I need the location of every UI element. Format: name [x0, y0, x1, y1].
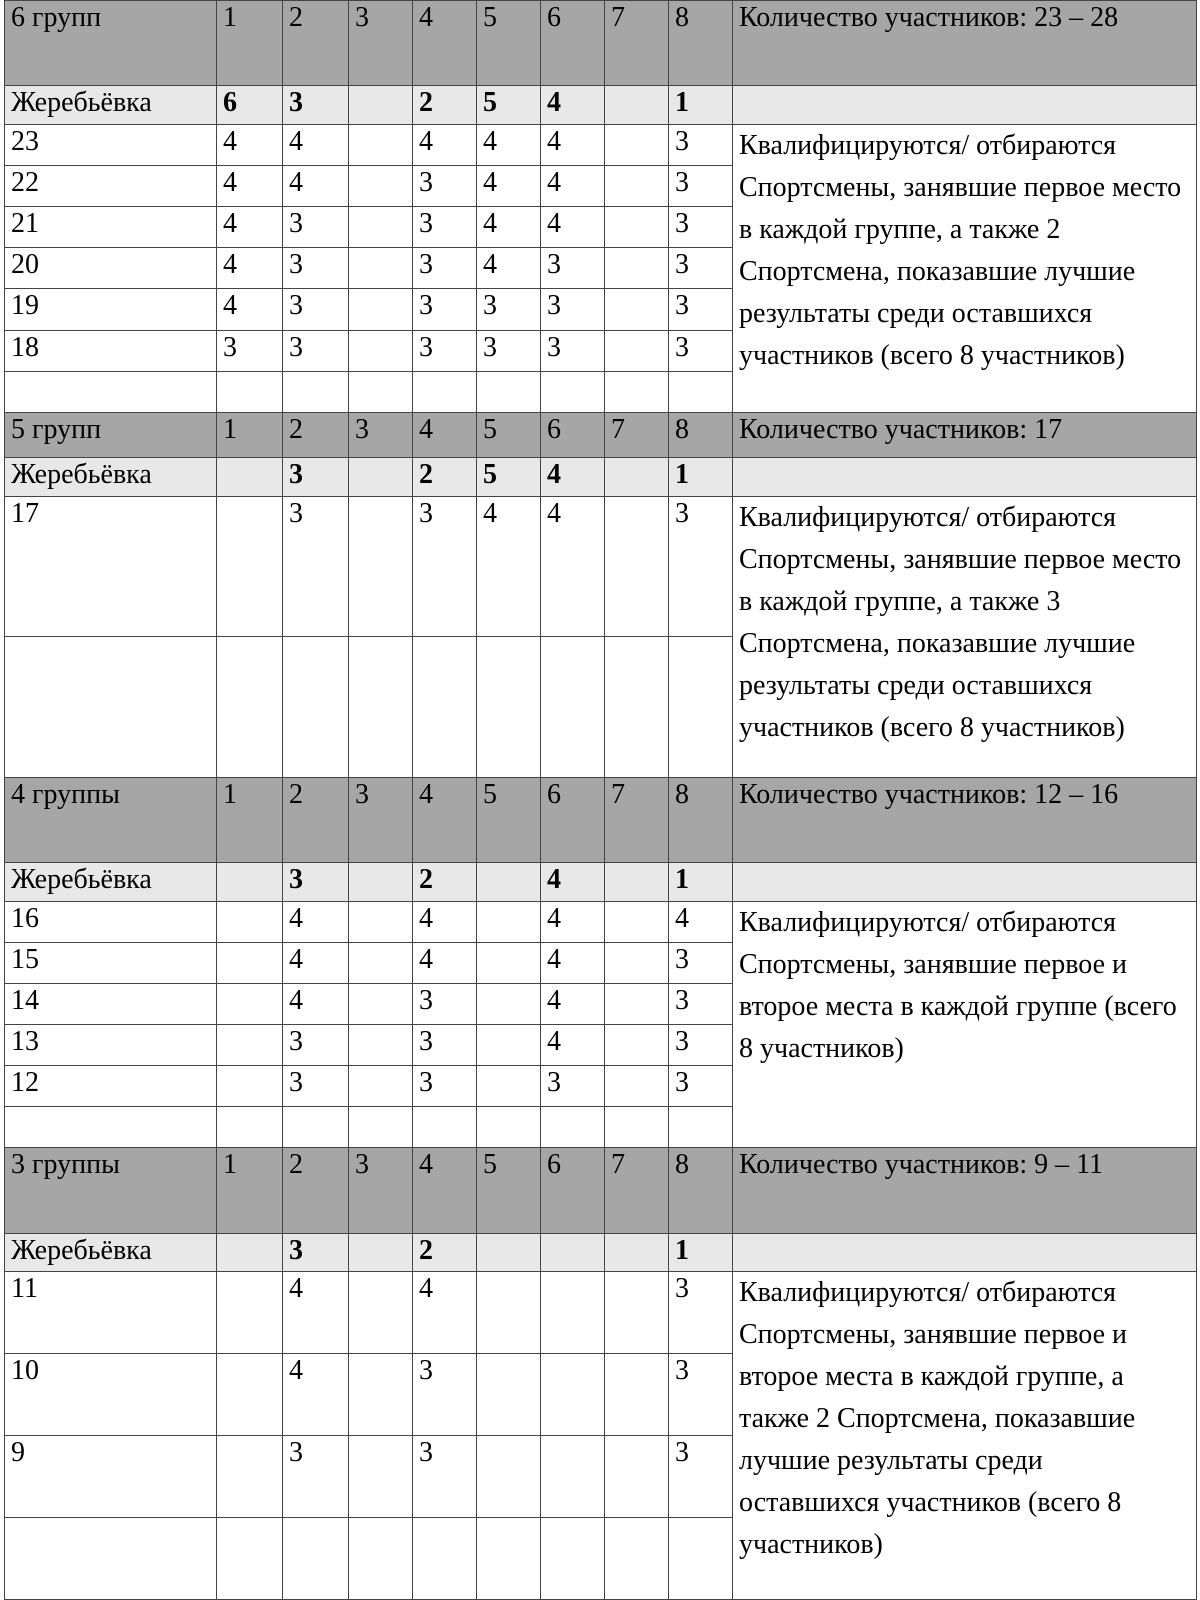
- participant-count: Количество участников: 9 – 11: [733, 1148, 1197, 1233]
- column-number: 4: [413, 1148, 477, 1233]
- draw-label: Жеребьёвка: [5, 458, 217, 497]
- group-size-cell: 3: [669, 248, 733, 289]
- participant-number: 12: [5, 1066, 217, 1107]
- group-size-cell: 4: [541, 166, 605, 207]
- group-size-cell: [217, 1066, 283, 1107]
- draw-row: [5, 863, 1197, 902]
- group-size-cell: [605, 983, 669, 1024]
- filler-cell: [217, 1517, 283, 1599]
- group-size-cell: [349, 942, 413, 983]
- group-size-cell: 3: [283, 248, 349, 289]
- column-number: 5: [477, 412, 541, 457]
- participant-number: 17: [5, 496, 217, 636]
- draw-cell: 2: [413, 458, 477, 497]
- draw-label: Жеребьёвка: [5, 1233, 217, 1272]
- group-size-cell: 4: [541, 207, 605, 248]
- group-size-cell: [605, 1354, 669, 1436]
- participant-number: 15: [5, 942, 217, 983]
- column-number: 1: [217, 777, 283, 862]
- group-size-cell: 4: [217, 166, 283, 207]
- draw-cell: [477, 863, 541, 902]
- group-size-cell: 3: [413, 289, 477, 330]
- group-size-cell: [541, 1354, 605, 1436]
- filler-cell: [349, 371, 413, 412]
- filler-cell: [283, 1517, 349, 1599]
- filler-cell: [541, 1517, 605, 1599]
- group-size-cell: 4: [541, 942, 605, 983]
- group-size-cell: [605, 901, 669, 942]
- participant-number: 20: [5, 248, 217, 289]
- group-size-cell: 3: [283, 496, 349, 636]
- table-row: [5, 1272, 1197, 1354]
- column-number: 7: [605, 777, 669, 862]
- filler-cell: [477, 637, 541, 777]
- column-number: 6: [541, 777, 605, 862]
- group-size-cell: [217, 983, 283, 1024]
- column-number: 1: [217, 1148, 283, 1233]
- group-size-cell: [605, 125, 669, 166]
- participant-count: Количество участников: 12 – 16: [733, 777, 1197, 862]
- draw-cell: 4: [541, 458, 605, 497]
- group-size-cell: [349, 1066, 413, 1107]
- group-size-cell: [605, 942, 669, 983]
- group-size-cell: [349, 289, 413, 330]
- group-size-cell: [349, 983, 413, 1024]
- filler-cell: [5, 1517, 217, 1599]
- group-size-cell: 3: [477, 330, 541, 371]
- column-number: 8: [669, 412, 733, 457]
- group-size-cell: 3: [413, 1436, 477, 1518]
- column-number: 4: [413, 777, 477, 862]
- group-size-cell: 3: [669, 289, 733, 330]
- group-size-cell: [217, 1025, 283, 1066]
- group-size-cell: 3: [541, 330, 605, 371]
- group-size-cell: 3: [669, 1066, 733, 1107]
- group-size-cell: 3: [283, 289, 349, 330]
- group-size-cell: [349, 1354, 413, 1436]
- group-size-cell: [605, 248, 669, 289]
- filler-cell: [413, 1517, 477, 1599]
- qualification-table: [4, 0, 1197, 1600]
- column-number: 5: [477, 1, 541, 86]
- draw-cell: 2: [413, 1233, 477, 1272]
- group-size-cell: [477, 983, 541, 1024]
- group-size-cell: [605, 496, 669, 636]
- group-size-cell: 3: [541, 289, 605, 330]
- draw-cell: [217, 863, 283, 902]
- draw-row: [5, 458, 1197, 497]
- group-size-cell: [605, 1066, 669, 1107]
- filler-cell: [477, 371, 541, 412]
- draw-cell: 5: [477, 458, 541, 497]
- draw-row: [5, 1233, 1197, 1272]
- group-size-cell: 3: [669, 496, 733, 636]
- group-size-cell: 3: [413, 1025, 477, 1066]
- group-size-cell: 4: [217, 248, 283, 289]
- column-number: 5: [477, 777, 541, 862]
- draw-cell: [349, 86, 413, 125]
- group-size-cell: [217, 901, 283, 942]
- draw-cell: [349, 863, 413, 902]
- group-size-cell: 4: [413, 942, 477, 983]
- draw-cell: [349, 1233, 413, 1272]
- group-size-cell: 3: [669, 942, 733, 983]
- participant-number: 18: [5, 330, 217, 371]
- draw-cell: [349, 458, 413, 497]
- group-size-cell: [605, 330, 669, 371]
- draw-cell: [541, 1233, 605, 1272]
- participant-number: 13: [5, 1025, 217, 1066]
- group-size-cell: 3: [669, 207, 733, 248]
- column-number: 3: [349, 1, 413, 86]
- group-size-cell: 3: [413, 983, 477, 1024]
- group-size-cell: 3: [413, 496, 477, 636]
- filler-cell: [217, 1107, 283, 1148]
- group-size-cell: [605, 1025, 669, 1066]
- group-size-cell: 4: [541, 901, 605, 942]
- filler-cell: [669, 371, 733, 412]
- draw-cell: 1: [669, 86, 733, 125]
- section-header-row: [5, 412, 1197, 457]
- draw-cell: 2: [413, 86, 477, 125]
- group-size-cell: 4: [413, 1272, 477, 1354]
- column-number: 7: [605, 412, 669, 457]
- qualification-note: Квалифицируются/ отбираются Спортсмены, занявшие первое место в каждой группе, а также 2 Спортсмена, показавшие лучшие результаты среди оставшихся участников (всего 8 участников): [733, 125, 1197, 412]
- group-size-cell: 3: [413, 1354, 477, 1436]
- group-size-cell: [541, 1436, 605, 1518]
- draw-empty-cell: [733, 458, 1197, 497]
- group-size-cell: 4: [413, 901, 477, 942]
- group-size-cell: 3: [283, 207, 349, 248]
- participant-count: Количество участников: 17: [733, 412, 1197, 457]
- participant-number: 21: [5, 207, 217, 248]
- group-size-cell: [477, 1025, 541, 1066]
- group-count-label: 5 групп: [5, 412, 217, 457]
- group-size-cell: 3: [283, 330, 349, 371]
- group-size-cell: 4: [283, 166, 349, 207]
- group-size-cell: 3: [669, 1025, 733, 1066]
- group-size-cell: [217, 1354, 283, 1436]
- filler-cell: [605, 371, 669, 412]
- group-size-cell: 3: [413, 330, 477, 371]
- group-size-cell: [477, 1354, 541, 1436]
- table-row: [5, 125, 1197, 166]
- group-size-cell: 4: [413, 125, 477, 166]
- section-header-row: [5, 1, 1197, 86]
- group-size-cell: 4: [283, 1272, 349, 1354]
- group-size-cell: 3: [669, 1436, 733, 1518]
- participant-number: 9: [5, 1436, 217, 1518]
- group-size-cell: 4: [217, 207, 283, 248]
- filler-cell: [349, 1517, 413, 1599]
- group-size-cell: 3: [669, 1272, 733, 1354]
- participant-number: 23: [5, 125, 217, 166]
- group-count-label: 3 группы: [5, 1148, 217, 1233]
- filler-cell: [541, 637, 605, 777]
- draw-cell: 3: [283, 86, 349, 125]
- group-size-cell: [477, 901, 541, 942]
- column-number: 6: [541, 1148, 605, 1233]
- group-size-cell: 4: [541, 125, 605, 166]
- participant-number: 16: [5, 901, 217, 942]
- group-size-cell: 4: [283, 942, 349, 983]
- participant-number: 10: [5, 1354, 217, 1436]
- group-size-cell: [477, 942, 541, 983]
- group-size-cell: 3: [669, 125, 733, 166]
- draw-cell: 6: [217, 86, 283, 125]
- group-size-cell: 3: [413, 166, 477, 207]
- group-size-cell: [349, 330, 413, 371]
- column-number: 2: [283, 777, 349, 862]
- group-size-cell: 4: [477, 166, 541, 207]
- section-header-row: [5, 1148, 1197, 1233]
- participant-number: 22: [5, 166, 217, 207]
- participant-number: 11: [5, 1272, 217, 1354]
- group-size-cell: 4: [541, 1025, 605, 1066]
- group-size-cell: 3: [283, 1025, 349, 1066]
- group-size-cell: 4: [283, 1354, 349, 1436]
- filler-cell: [349, 637, 413, 777]
- group-size-cell: 4: [217, 289, 283, 330]
- group-size-cell: 3: [413, 248, 477, 289]
- filler-cell: [605, 637, 669, 777]
- group-size-cell: [217, 1436, 283, 1518]
- group-size-cell: [605, 1272, 669, 1354]
- group-size-cell: [605, 207, 669, 248]
- qualification-note: Квалифицируются/ отбираются Спортсмены, занявшие первое и второе места в каждой группе, а также 2 Спортсмена, показавшие лучшие результаты среди оставшихся участников (всего 8 участников): [733, 1272, 1197, 1600]
- group-size-cell: [217, 942, 283, 983]
- draw-cell: [605, 1233, 669, 1272]
- participant-count: Количество участников: 23 – 28: [733, 1, 1197, 86]
- group-size-cell: [541, 1272, 605, 1354]
- group-size-cell: 3: [669, 166, 733, 207]
- group-size-cell: 3: [669, 983, 733, 1024]
- draw-label: Жеребьёвка: [5, 86, 217, 125]
- draw-label: Жеребьёвка: [5, 863, 217, 902]
- group-size-cell: 4: [283, 983, 349, 1024]
- filler-cell: [477, 1517, 541, 1599]
- group-size-cell: 3: [669, 1354, 733, 1436]
- column-number: 2: [283, 412, 349, 457]
- group-size-cell: [605, 166, 669, 207]
- draw-empty-cell: [733, 86, 1197, 125]
- draw-cell: [217, 458, 283, 497]
- filler-cell: [413, 637, 477, 777]
- participant-number: 14: [5, 983, 217, 1024]
- column-number: 3: [349, 412, 413, 457]
- group-size-cell: 4: [283, 901, 349, 942]
- draw-cell: [605, 863, 669, 902]
- group-size-cell: 4: [477, 496, 541, 636]
- filler-cell: [541, 1107, 605, 1148]
- filler-cell: [541, 371, 605, 412]
- table-row: [5, 496, 1197, 636]
- draw-cell: 1: [669, 1233, 733, 1272]
- qualification-note: Квалифицируются/ отбираются Спортсмены, занявшие первое и второе места в каждой группе (всего 8 участников): [733, 901, 1197, 1147]
- column-number: 8: [669, 777, 733, 862]
- draw-cell: 5: [477, 86, 541, 125]
- filler-cell: [669, 1517, 733, 1599]
- column-number: 8: [669, 1, 733, 86]
- column-number: 7: [605, 1148, 669, 1233]
- group-size-cell: 3: [283, 1436, 349, 1518]
- filler-cell: [5, 637, 217, 777]
- column-number: 6: [541, 1, 605, 86]
- column-number: 2: [283, 1148, 349, 1233]
- filler-cell: [283, 1107, 349, 1148]
- group-size-cell: 3: [541, 248, 605, 289]
- group-size-cell: 3: [541, 1066, 605, 1107]
- group-size-cell: [477, 1066, 541, 1107]
- draw-cell: [605, 458, 669, 497]
- draw-cell: [217, 1233, 283, 1272]
- column-number: 4: [413, 1, 477, 86]
- draw-cell: 2: [413, 863, 477, 902]
- group-size-cell: 4: [477, 248, 541, 289]
- group-size-cell: [217, 496, 283, 636]
- group-size-cell: [349, 1025, 413, 1066]
- column-number: 1: [217, 412, 283, 457]
- group-size-cell: 3: [413, 207, 477, 248]
- table-row: [5, 901, 1197, 942]
- group-count-label: 4 группы: [5, 777, 217, 862]
- group-size-cell: 3: [477, 289, 541, 330]
- column-number: 1: [217, 1, 283, 86]
- section-header-row: [5, 777, 1197, 862]
- column-number: 3: [349, 777, 413, 862]
- group-size-cell: [349, 1272, 413, 1354]
- group-size-cell: [349, 166, 413, 207]
- group-size-cell: 4: [669, 901, 733, 942]
- group-size-cell: [217, 1272, 283, 1354]
- column-number: 6: [541, 412, 605, 457]
- draw-cell: 4: [541, 863, 605, 902]
- group-size-cell: 3: [413, 1066, 477, 1107]
- group-size-cell: 3: [283, 1066, 349, 1107]
- column-number: 5: [477, 1148, 541, 1233]
- filler-cell: [5, 1107, 217, 1148]
- draw-empty-cell: [733, 1233, 1197, 1272]
- draw-cell: 3: [283, 1233, 349, 1272]
- group-size-cell: [605, 289, 669, 330]
- draw-cell: [477, 1233, 541, 1272]
- filler-cell: [5, 371, 217, 412]
- column-number: 7: [605, 1, 669, 86]
- draw-cell: [605, 86, 669, 125]
- group-size-cell: 4: [283, 125, 349, 166]
- filler-cell: [605, 1107, 669, 1148]
- filler-cell: [283, 637, 349, 777]
- filler-cell: [605, 1517, 669, 1599]
- group-size-cell: 4: [541, 983, 605, 1024]
- filler-cell: [669, 1107, 733, 1148]
- group-size-cell: 4: [477, 125, 541, 166]
- column-number: 3: [349, 1148, 413, 1233]
- group-size-cell: [349, 248, 413, 289]
- filler-cell: [217, 371, 283, 412]
- filler-cell: [217, 637, 283, 777]
- draw-cell: 3: [283, 863, 349, 902]
- group-size-cell: 4: [217, 125, 283, 166]
- draw-cell: 3: [283, 458, 349, 497]
- group-size-cell: 3: [217, 330, 283, 371]
- group-size-cell: [349, 901, 413, 942]
- draw-empty-cell: [733, 863, 1197, 902]
- group-size-cell: [349, 496, 413, 636]
- column-number: 2: [283, 1, 349, 86]
- group-size-cell: [349, 125, 413, 166]
- group-count-label: 6 групп: [5, 1, 217, 86]
- group-size-cell: 4: [541, 496, 605, 636]
- filler-cell: [477, 1107, 541, 1148]
- filler-cell: [413, 1107, 477, 1148]
- draw-cell: 4: [541, 86, 605, 125]
- group-size-cell: 3: [669, 330, 733, 371]
- group-size-cell: 4: [477, 207, 541, 248]
- group-size-cell: [349, 1436, 413, 1518]
- group-size-cell: [477, 1436, 541, 1518]
- column-number: 4: [413, 412, 477, 457]
- group-size-cell: [349, 207, 413, 248]
- draw-cell: 1: [669, 458, 733, 497]
- draw-row: [5, 86, 1197, 125]
- column-number: 8: [669, 1148, 733, 1233]
- group-size-cell: [605, 1436, 669, 1518]
- filler-cell: [349, 1107, 413, 1148]
- participant-number: 19: [5, 289, 217, 330]
- table-body: [5, 1, 1197, 1600]
- draw-cell: 1: [669, 863, 733, 902]
- qualification-note: Квалифицируются/ отбираются Спортсмены, занявшие первое место в каждой группе, а также 3 Спортсмена, показавшие лучшие результаты среди оставшихся участников (всего 8 участников): [733, 496, 1197, 777]
- filler-cell: [669, 637, 733, 777]
- filler-cell: [413, 371, 477, 412]
- filler-cell: [283, 371, 349, 412]
- group-size-cell: [477, 1272, 541, 1354]
